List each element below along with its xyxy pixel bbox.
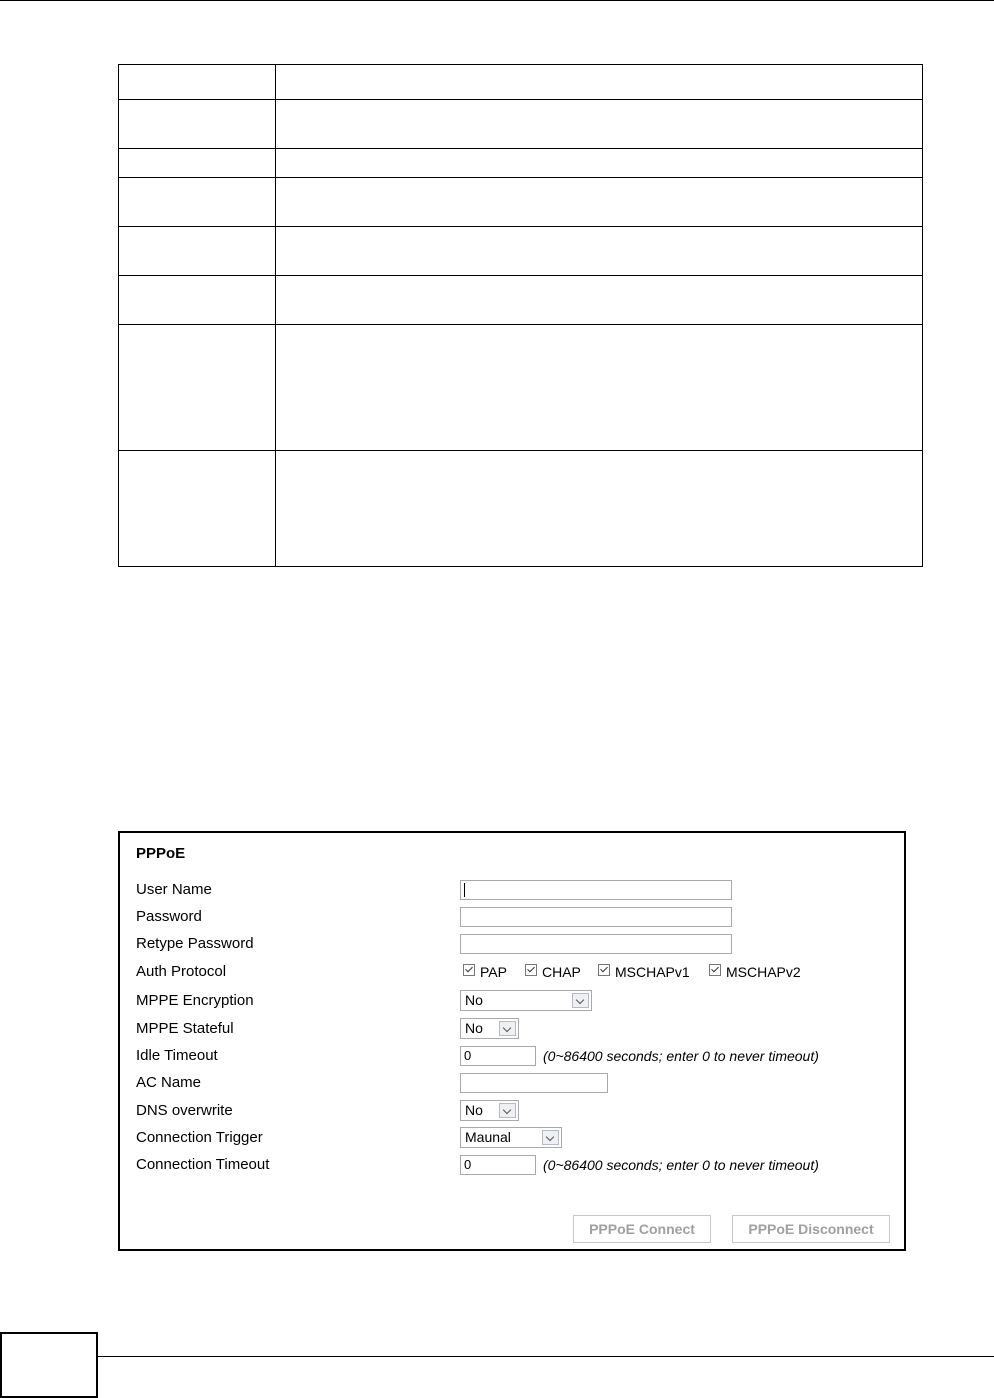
mschapv2-label: MSCHAPv2 (726, 964, 801, 980)
pppoe-panel (118, 831, 906, 1251)
chevron-down-icon (542, 1130, 559, 1145)
mppe-stateful-select[interactable] (460, 1018, 519, 1039)
user-name-label: User Name (136, 881, 212, 898)
mppe-encryption-label: MPPE Encryption (136, 992, 254, 1009)
ac-name-input[interactable] (460, 1073, 608, 1093)
page-number-box (0, 1332, 98, 1398)
connection-timeout-hint: (0~86400 seconds; enter 0 to never timeout) (543, 1157, 819, 1173)
mppe-encryption-value: No (465, 992, 483, 1008)
pap-label: PAP (480, 964, 507, 980)
connection-trigger-value: Maunal (465, 1129, 511, 1145)
connection-timeout-input[interactable]: 0 (460, 1155, 536, 1175)
chevron-down-icon (572, 993, 589, 1008)
chap-label: CHAP (542, 964, 581, 980)
password-label: Password (136, 908, 202, 925)
table-row (119, 100, 923, 149)
mppe-stateful-value: No (465, 1020, 483, 1036)
retype-password-input[interactable] (460, 934, 732, 954)
pap-checkbox[interactable] (463, 964, 475, 976)
retype-password-label: Retype Password (136, 935, 254, 952)
user-name-input[interactable] (460, 880, 732, 900)
idle-timeout-hint: (0~86400 seconds; enter 0 to never timeout) (543, 1048, 819, 1064)
chevron-down-icon (499, 1103, 516, 1118)
dns-overwrite-label: DNS overwrite (136, 1102, 233, 1119)
table-row (119, 227, 923, 276)
pppoe-disconnect-button[interactable]: PPPoE Disconnect (732, 1215, 890, 1243)
chevron-down-icon (499, 1021, 516, 1036)
mppe-encryption-select[interactable] (460, 990, 592, 1011)
mschapv2-checkbox[interactable] (709, 964, 721, 976)
connection-trigger-select[interactable] (460, 1127, 562, 1148)
table-row (119, 149, 923, 178)
footer-rule (98, 1356, 994, 1357)
idle-timeout-input[interactable]: 0 (460, 1046, 536, 1066)
password-input[interactable] (460, 907, 732, 927)
dns-overwrite-value: No (465, 1102, 483, 1118)
table-row (119, 276, 923, 325)
text-caret (464, 883, 465, 897)
header-rule (0, 0, 994, 1)
auth-protocol-label: Auth Protocol (136, 963, 227, 980)
pppoe-connect-button[interactable]: PPPoE Connect (573, 1215, 711, 1243)
idle-timeout-label: Idle Timeout (136, 1047, 218, 1064)
panel-title: PPPoE (136, 845, 186, 862)
table-row (119, 325, 923, 451)
mschapv1-label: MSCHAPv1 (615, 964, 690, 980)
field-description-table (118, 64, 923, 567)
ac-name-label: AC Name (136, 1074, 202, 1091)
mppe-stateful-label: MPPE Stateful (136, 1020, 234, 1037)
dns-overwrite-select[interactable] (460, 1100, 519, 1121)
mschapv1-checkbox[interactable] (598, 964, 610, 976)
table-row (119, 451, 923, 567)
chap-checkbox[interactable] (525, 964, 537, 976)
connection-trigger-label: Connection Trigger (136, 1129, 263, 1146)
table-header-row (119, 65, 923, 100)
table-row (119, 178, 923, 227)
connection-timeout-label: Connection Timeout (136, 1156, 270, 1173)
